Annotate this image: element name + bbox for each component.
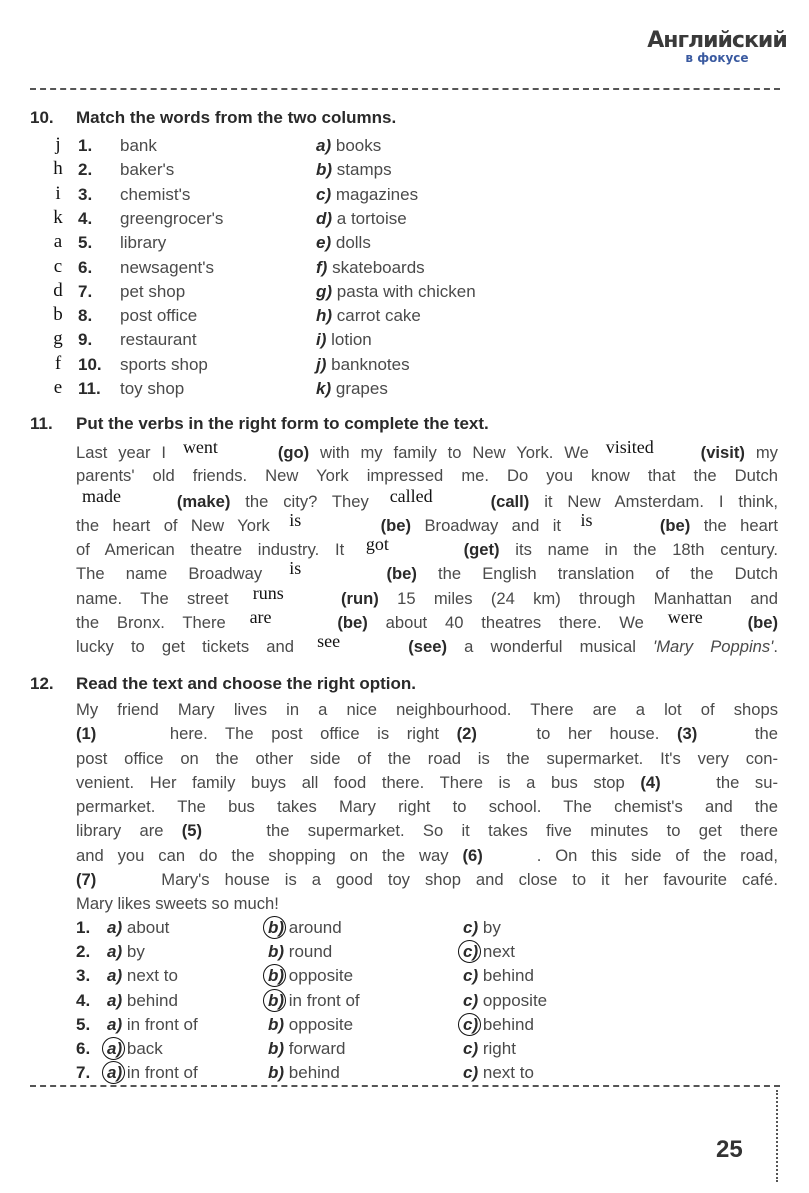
text-line — [76, 844, 778, 868]
option-letter: e) — [316, 233, 332, 253]
match-option — [316, 160, 392, 180]
exercise-title: Read the text and choose the right option. — [76, 674, 417, 693]
option-letter: a) — [107, 990, 123, 1010]
verb-prompt: (visit) — [700, 443, 745, 462]
option-number: 2. — [76, 942, 91, 962]
option-a — [107, 1015, 198, 1035]
handwritten-answer: made — [82, 485, 121, 506]
text-segment: the English translation of the Dutch — [438, 564, 778, 584]
option-row — [76, 1015, 636, 1039]
logo-title: Английский — [647, 28, 787, 53]
shop-word: restaurant — [120, 330, 197, 350]
text-segment: library are — [76, 821, 182, 841]
circled-option-letter: c) — [463, 1014, 479, 1034]
option-c — [463, 942, 515, 962]
option-letter: b) — [268, 942, 285, 962]
option-a — [107, 966, 178, 986]
verb-prompt: (1) — [76, 724, 97, 744]
exercise-title: Put the verbs in the right form to complete the text. — [76, 414, 489, 433]
option-b — [268, 1063, 340, 1083]
text-segment: . On this side of the road, — [536, 845, 778, 865]
option-row — [76, 942, 636, 966]
handwritten-answer: is — [289, 558, 302, 579]
option-text: by — [482, 918, 501, 937]
option-number: 5. — [76, 1014, 91, 1034]
text-segment: of American theatre industry. It — [76, 540, 360, 560]
option-a — [107, 918, 169, 938]
option-text: banknotes — [331, 354, 410, 374]
option-c — [463, 966, 534, 986]
text-line — [76, 485, 778, 513]
handwritten-answer: called — [389, 485, 433, 506]
match-option — [316, 355, 410, 375]
item-number: 9. — [78, 330, 93, 350]
option-text: carrot cake — [336, 306, 421, 326]
option-a — [107, 942, 145, 962]
text-segment: lucky to get tickets and — [76, 637, 312, 657]
text-segment: name. The street — [76, 588, 247, 608]
option-letter: b) — [268, 1039, 285, 1058]
handwritten-answer: a — [53, 231, 63, 253]
text-line — [76, 819, 778, 843]
item-number: 6. — [78, 257, 93, 277]
text-segment: here. The post office is right — [169, 724, 457, 744]
option-letter: a) — [316, 136, 332, 155]
text-line — [76, 722, 778, 746]
handwritten-answer: f — [54, 352, 62, 374]
text-line — [76, 795, 778, 819]
option-a — [107, 1039, 163, 1059]
option-text: magazines — [335, 184, 419, 204]
option-text: lotion — [331, 330, 372, 350]
option-letter: h) — [316, 306, 333, 326]
shop-word: newsagent's — [120, 257, 214, 277]
option-number: 7. — [76, 1063, 91, 1083]
option-letter: d) — [316, 208, 333, 228]
option-letter: i) — [316, 330, 327, 350]
text-line — [76, 698, 778, 722]
shop-word: toy shop — [120, 379, 185, 398]
footer-divider — [30, 1085, 780, 1087]
option-number: 4. — [76, 990, 91, 1010]
exercise-12-text — [76, 698, 778, 917]
verb-prompt: (be) — [747, 613, 778, 633]
option-b — [268, 966, 353, 986]
option-text: in front of — [288, 990, 360, 1010]
option-letter: b) — [268, 1014, 285, 1034]
option-b — [268, 918, 342, 938]
text-segment: parents' old friends. New York impressed me. Do you know that the Dutch — [76, 466, 778, 486]
text-line — [76, 747, 778, 771]
option-letter: c) — [463, 990, 479, 1010]
option-row — [76, 1039, 636, 1063]
handwritten-answer: are — [249, 607, 272, 628]
option-letter: a) — [107, 918, 123, 937]
option-letter: j) — [316, 354, 327, 374]
option-c — [463, 1063, 534, 1083]
circled-option-letter: b) — [268, 918, 285, 937]
option-text: next to — [126, 966, 178, 986]
item-number: 7. — [78, 281, 93, 301]
footer-dotted-line — [776, 1090, 778, 1182]
circled-option-letter: b) — [268, 990, 285, 1010]
shop-word: greengrocer's — [120, 208, 224, 228]
option-text: opposite — [482, 990, 548, 1010]
match-option — [316, 306, 421, 326]
option-text: in front of — [126, 1014, 198, 1034]
option-b — [268, 991, 360, 1011]
handwritten-answer: were — [667, 607, 703, 628]
option-letter: c) — [463, 966, 479, 986]
text-line — [76, 771, 778, 795]
page-number: 25 — [716, 1136, 743, 1163]
verb-prompt: (4) — [640, 772, 661, 792]
handwritten-answer: d — [53, 279, 63, 301]
text-segment: The name Broadway — [76, 564, 284, 584]
text-segment: and you can do the shopping on the way — [76, 845, 463, 865]
option-number: 1. — [76, 918, 91, 937]
item-number: 1. — [78, 136, 93, 155]
option-letter: b) — [316, 160, 333, 180]
text-segment: Last year I — [76, 443, 177, 462]
exercise-11-text — [76, 437, 778, 659]
option-text: a tortoise — [336, 208, 407, 228]
shop-word: bank — [120, 136, 157, 155]
option-letter: c) — [463, 1039, 479, 1058]
shop-word: chemist's — [120, 184, 191, 204]
title-italic: 'Mary Poppins' — [653, 637, 774, 657]
item-number: 3. — [78, 184, 93, 204]
item-number: 4. — [78, 208, 93, 228]
text-segment: the supermarket. So it takes five minutes to get there — [266, 821, 778, 841]
verb-prompt: (be) — [659, 515, 691, 535]
item-number: 2. — [78, 160, 93, 180]
text-line — [76, 892, 778, 916]
verb-prompt: (call) — [490, 491, 530, 511]
option-text: by — [126, 942, 145, 962]
option-letter: a) — [107, 966, 123, 986]
text-segment: the Bronx. There — [76, 613, 244, 633]
exercise-number: 11. — [30, 414, 53, 433]
option-row — [76, 1063, 636, 1087]
option-text: round — [288, 942, 333, 962]
option-c — [463, 1039, 516, 1059]
match-option — [316, 185, 418, 205]
verb-prompt: (3) — [677, 724, 698, 744]
verb-prompt: (see) — [408, 637, 448, 657]
option-text: behind — [126, 990, 178, 1010]
option-b — [268, 942, 332, 962]
option-b — [268, 1039, 345, 1059]
option-text: dolls — [335, 233, 371, 253]
option-text: books — [335, 136, 382, 155]
option-row — [76, 991, 636, 1015]
option-text: next — [482, 942, 515, 962]
handwritten-answer: is — [580, 509, 593, 530]
option-c — [463, 918, 501, 938]
option-text: back — [126, 1039, 163, 1058]
text-segment: the heart of New York — [76, 515, 284, 535]
exercise-11-heading — [30, 414, 489, 434]
verb-prompt: (get) — [463, 540, 500, 560]
text-segment: the su- — [716, 772, 778, 792]
option-text: opposite — [288, 1014, 354, 1034]
verb-prompt: (make) — [176, 491, 231, 511]
option-letter: a) — [107, 942, 123, 962]
option-letter: c) — [463, 918, 479, 937]
shop-word: baker's — [120, 160, 175, 180]
text-segment: Broadway and it — [424, 515, 575, 535]
shop-word: sports shop — [120, 354, 208, 374]
text-segment: permarket. The bus takes Mary right to school. The chemist's and the — [76, 797, 778, 817]
handwritten-answer: i — [55, 182, 61, 204]
option-text: skateboards — [332, 257, 425, 277]
option-b — [268, 1015, 353, 1035]
option-c — [463, 1015, 534, 1035]
match-option — [316, 258, 425, 278]
option-text: behind — [482, 1014, 534, 1034]
item-number: 8. — [78, 306, 93, 326]
match-option — [316, 282, 476, 302]
option-text: grapes — [335, 379, 388, 398]
text-line — [76, 558, 778, 585]
text-segment: to her house. — [536, 724, 677, 744]
circled-option-letter: c) — [463, 942, 479, 962]
option-number: 3. — [76, 966, 91, 986]
handwritten-answer: see — [317, 631, 341, 652]
match-option — [316, 233, 371, 253]
handwritten-answer: k — [53, 206, 63, 228]
option-row — [76, 918, 636, 942]
option-letter: a) — [107, 1014, 123, 1034]
shop-word: library — [120, 233, 167, 253]
handwritten-answer: j — [55, 134, 61, 155]
text-segment: its name in the 18th century. — [515, 540, 778, 560]
text-line — [76, 437, 778, 464]
shop-word: post office — [120, 306, 198, 326]
option-row — [76, 966, 636, 990]
text-segment: Mary's house is a good toy shop and close to it her favourite café. — [161, 870, 778, 890]
match-option — [316, 209, 407, 229]
text-segment: 15 miles (24 km) through Manhattan and — [397, 588, 778, 608]
option-text: around — [288, 918, 342, 937]
handwritten-answer: c — [53, 255, 63, 277]
option-text: forward — [288, 1039, 346, 1058]
verb-prompt: (go) — [277, 443, 310, 462]
text-line — [76, 534, 778, 561]
shop-word: pet shop — [120, 281, 186, 301]
option-text: behind — [288, 1063, 340, 1083]
text-segment: My friend Mary lives in a nice neighbourhood. There are a lot of shops — [76, 700, 778, 719]
verb-prompt: (be) — [380, 515, 412, 535]
item-number: 10. — [78, 354, 102, 374]
circled-option-letter: b) — [268, 966, 285, 986]
option-text: in front of — [126, 1063, 198, 1083]
circled-option-letter: a) — [107, 1063, 123, 1083]
handwritten-answer: got — [365, 534, 389, 555]
option-letter: b) — [268, 1063, 285, 1083]
option-a — [107, 1063, 198, 1083]
text-segment: the — [754, 724, 778, 744]
handwritten-answer: is — [289, 509, 302, 530]
text-segment: it New Amsterdam. I think, — [544, 491, 778, 511]
text-segment: about 40 theatres there. We — [385, 613, 662, 633]
handwritten-answer: g — [53, 328, 63, 350]
handwritten-answer: went — [182, 437, 218, 457]
option-text: behind — [482, 966, 534, 986]
option-text: opposite — [288, 966, 354, 986]
option-text: pasta with chicken — [336, 281, 476, 301]
handwritten-answer: b — [53, 304, 63, 326]
text-line — [76, 631, 778, 658]
text-segment: . — [773, 637, 778, 657]
text-segment: post office on the other side of the road is the supermarket. It's very con- — [76, 748, 778, 768]
verb-prompt: (5) — [181, 821, 203, 841]
text-line — [76, 868, 778, 892]
handwritten-answer: h — [53, 158, 63, 180]
verb-prompt: (be) — [386, 564, 417, 584]
option-a — [107, 991, 178, 1011]
match-option — [316, 379, 388, 399]
match-option — [316, 136, 381, 156]
circled-option-letter: a) — [107, 1039, 123, 1058]
option-text: about — [126, 918, 170, 937]
option-letter: g) — [316, 281, 333, 301]
option-text: stamps — [336, 160, 392, 180]
verb-prompt: (2) — [456, 724, 477, 744]
exercise-10-heading — [30, 108, 396, 128]
exercise-12-heading — [30, 674, 416, 694]
verb-prompt: (run) — [341, 588, 379, 608]
text-segment: my — [755, 443, 778, 462]
logo-subtitle: в фокусе — [685, 51, 749, 65]
match-option — [316, 330, 372, 350]
handwritten-answer: visited — [605, 437, 654, 457]
verb-prompt: (7) — [76, 870, 97, 890]
header-divider — [30, 88, 780, 90]
option-letter: k) — [316, 379, 332, 398]
item-number: 11. — [78, 379, 101, 398]
exercise-number: 12. — [30, 674, 54, 693]
text-segment: the heart — [703, 515, 778, 535]
option-c — [463, 991, 547, 1011]
handwritten-answer: runs — [252, 582, 284, 603]
text-segment: venient. Her family buys all food there. There is a bus stop — [76, 772, 641, 792]
option-letter: c) — [463, 1063, 479, 1083]
option-text: next to — [482, 1063, 534, 1083]
verb-prompt: (6) — [462, 845, 483, 865]
option-letter: f) — [316, 257, 328, 277]
text-segment: the city? They — [245, 491, 384, 511]
text-segment: Mary likes sweets so much! — [76, 894, 279, 914]
text-line — [76, 607, 778, 634]
exercise-title: Match the words from the two columns. — [76, 108, 397, 127]
exercise-number: 10. — [30, 108, 54, 127]
option-number: 6. — [76, 1039, 91, 1058]
option-letter: c) — [316, 184, 332, 204]
text-segment: a wonderful musical — [464, 637, 654, 657]
verb-prompt: (be) — [337, 613, 368, 633]
text-segment: with my family to New York. We — [320, 443, 600, 462]
textbook-logo — [632, 28, 802, 65]
handwritten-answer: e — [53, 377, 63, 398]
item-number: 5. — [78, 233, 93, 253]
option-text: right — [482, 1039, 516, 1058]
